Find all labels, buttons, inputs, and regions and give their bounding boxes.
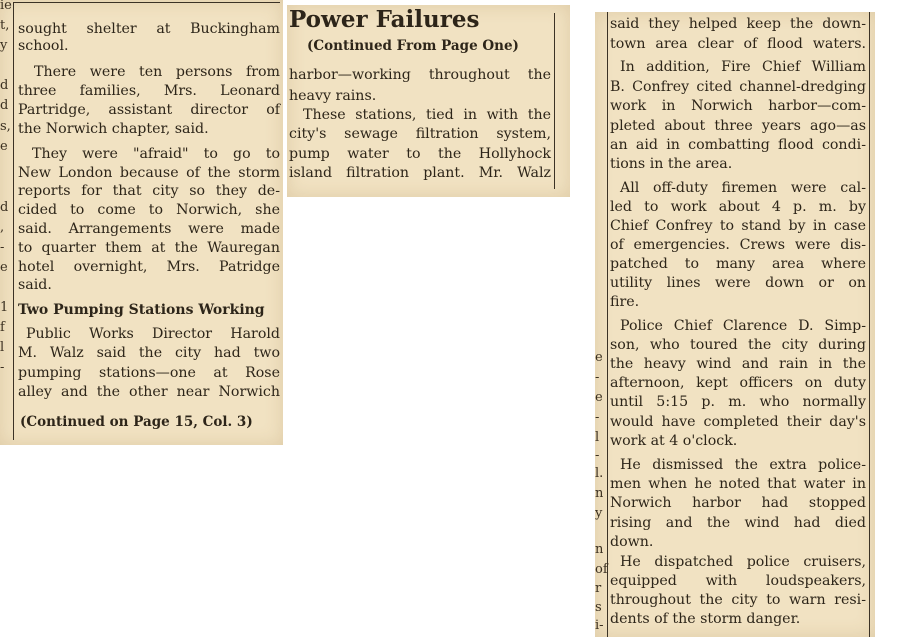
text-line: utility lines were down or on [610,275,866,291]
text-line: dents of the storm danger. [610,611,801,627]
text-line: fire. [610,294,640,310]
text-line: heavy rains. [289,88,377,104]
text-line: town area clear of flood waters. [610,36,866,52]
text-line: There were ten persons from [34,64,280,80]
text-line: sought shelter at Buckingham [18,21,280,37]
text-line: Partridge, assistant director of [18,102,280,118]
text-line: In addition, Fire Chief William [620,59,866,75]
text-line: led to work about 4 p. m. by [610,199,866,215]
text-line: pumping stations—one at Rose [18,365,280,381]
text-line: equipped with loudspeakers, [610,573,866,589]
subheadline: Two Pumping Stations Working [18,302,265,318]
text-line: patched to many area where [610,256,866,272]
continued-from: (Continued From Page One) [307,38,519,54]
text-line: school. [18,38,69,54]
text-line: He dismissed the extra police- [620,457,866,473]
text-line: alley and the other near Norwich [18,384,280,400]
continued-note: (Continued on Page 15, Col. 3) [20,414,253,430]
text-line: men when he noted that water in [610,476,866,492]
text-line: until 5:15 p. m. who normally [610,394,866,410]
column-rule-right [869,12,870,637]
text-line: rising and the wind had died [610,515,866,531]
text-line: work in Norwich harbor—com- [610,98,866,114]
text-line: city's sewage filtration system, [289,126,551,142]
article-text [610,12,866,637]
text-line: to quarter them at the Wauregan [18,240,280,256]
text-line: New London because of the storm [18,165,280,181]
text-line: said they helped keep the down- [610,16,866,32]
clipping-middle [287,5,570,197]
column-rule [13,2,14,440]
text-line: work at 4 o'clock. [610,433,738,449]
text-line: afternoon, kept officers on duty [610,375,866,391]
text-line: island filtration plant. Mr. Walz [289,165,551,181]
text-line: Police Chief Clarence D. Simp- [620,318,866,334]
text-line: an aid in combatting flood condi- [610,137,866,153]
column-rule [554,13,555,189]
text-line: three families, Mrs. Leonard [18,83,280,99]
text-line: would have completed their day's [610,414,866,430]
text-line: son, who toured the city during [610,337,866,353]
text-line: the Norwich chapter, said. [18,121,209,137]
text-line: B. Confrey cited channel-dredging [610,79,866,95]
text-line: harbor—working throughout the [289,67,551,83]
text-line: the heavy wind and rain in the [610,356,866,372]
text-line: Public Works Director Harold [26,326,280,342]
text-line: They were "afraid" to go to [32,146,280,162]
article-text [18,0,280,445]
clipping-right: e - e - l - l. n y n of r s i- said they helped keep the down- town area clear of flood waters. In addition, Fire Chief William B. Confrey cited channel-dredging work in Norwich harbor—com- pleted about three years ago—as an aid in combatting flood condi- tions in the area. All off-duty firemen were cal- led to work about 4 p. m. by Chief Confrey to stand by in case of emergencies. Crews were dis- patched to many area where utility lines were down or on fire. Police Chief Clarence D. Simp- son, who toured the city during the heavy wind and rain in the afternoon, kept officers on duty until 5:15 p. m. who normally would have completed their day's work at 4 o'clock. He dismissed the extra police- men when he noted that water in Norwich harbor had stopped rising and the wind had died down. He dispatched police cruisers, equipped with loudspeakers, throughout the city to warn resi- dents of the storm danger. [595,12,875,637]
text-line: hotel overnight, Mrs. Patridge [18,259,280,275]
column-rule [607,12,608,637]
text-line: throughout the city to warn resi- [610,592,866,608]
text-line: said. [18,277,52,293]
text-line: down. [610,534,654,550]
article-text [289,5,551,197]
text-line: tions in the area. [610,156,733,172]
text-line: cided to come to Norwich, she [18,202,280,218]
text-line: All off-duty firemen were cal- [620,180,866,196]
text-line: pump water to the Hollyhock [289,146,551,162]
text-line: pleted about three years ago—as [610,118,866,134]
text-line: said. Arrangements were made [18,221,280,237]
text-line: Norwich harbor had stopped [610,495,866,511]
text-line: Chief Confrey to stand by in case [610,218,866,234]
clipping-left: ie t, y d d s, e d , - e 1 f l - sought shelter at Buckingham school. There were ten persons from three families, Mrs. Leonard Partridge, assistant director of the Norwich chapter, said. They were "afraid" to go to New London because of the storm reports for that city so they de- cided to come to Norwich, she said. Arrangements were made to quarter them at the Wauregan hotel overnight, Mrs. Patridge said. Two Pumping Stations Working Public Works Director Harold M. Walz said the city had two pumping stations—one at Rose alley and the other near Norwich (Continued on Page 15, Col. 3) [0,0,283,445]
headline: Power Failures [289,6,480,33]
text-line: These stations, tied in with the [303,107,551,123]
text-line: M. Walz said the city had two [18,345,280,361]
text-line: He dispatched police cruisers, [620,554,866,570]
text-line: reports for that city so they de- [18,183,280,199]
text-line: of emergencies. Crews were dis- [610,237,866,253]
